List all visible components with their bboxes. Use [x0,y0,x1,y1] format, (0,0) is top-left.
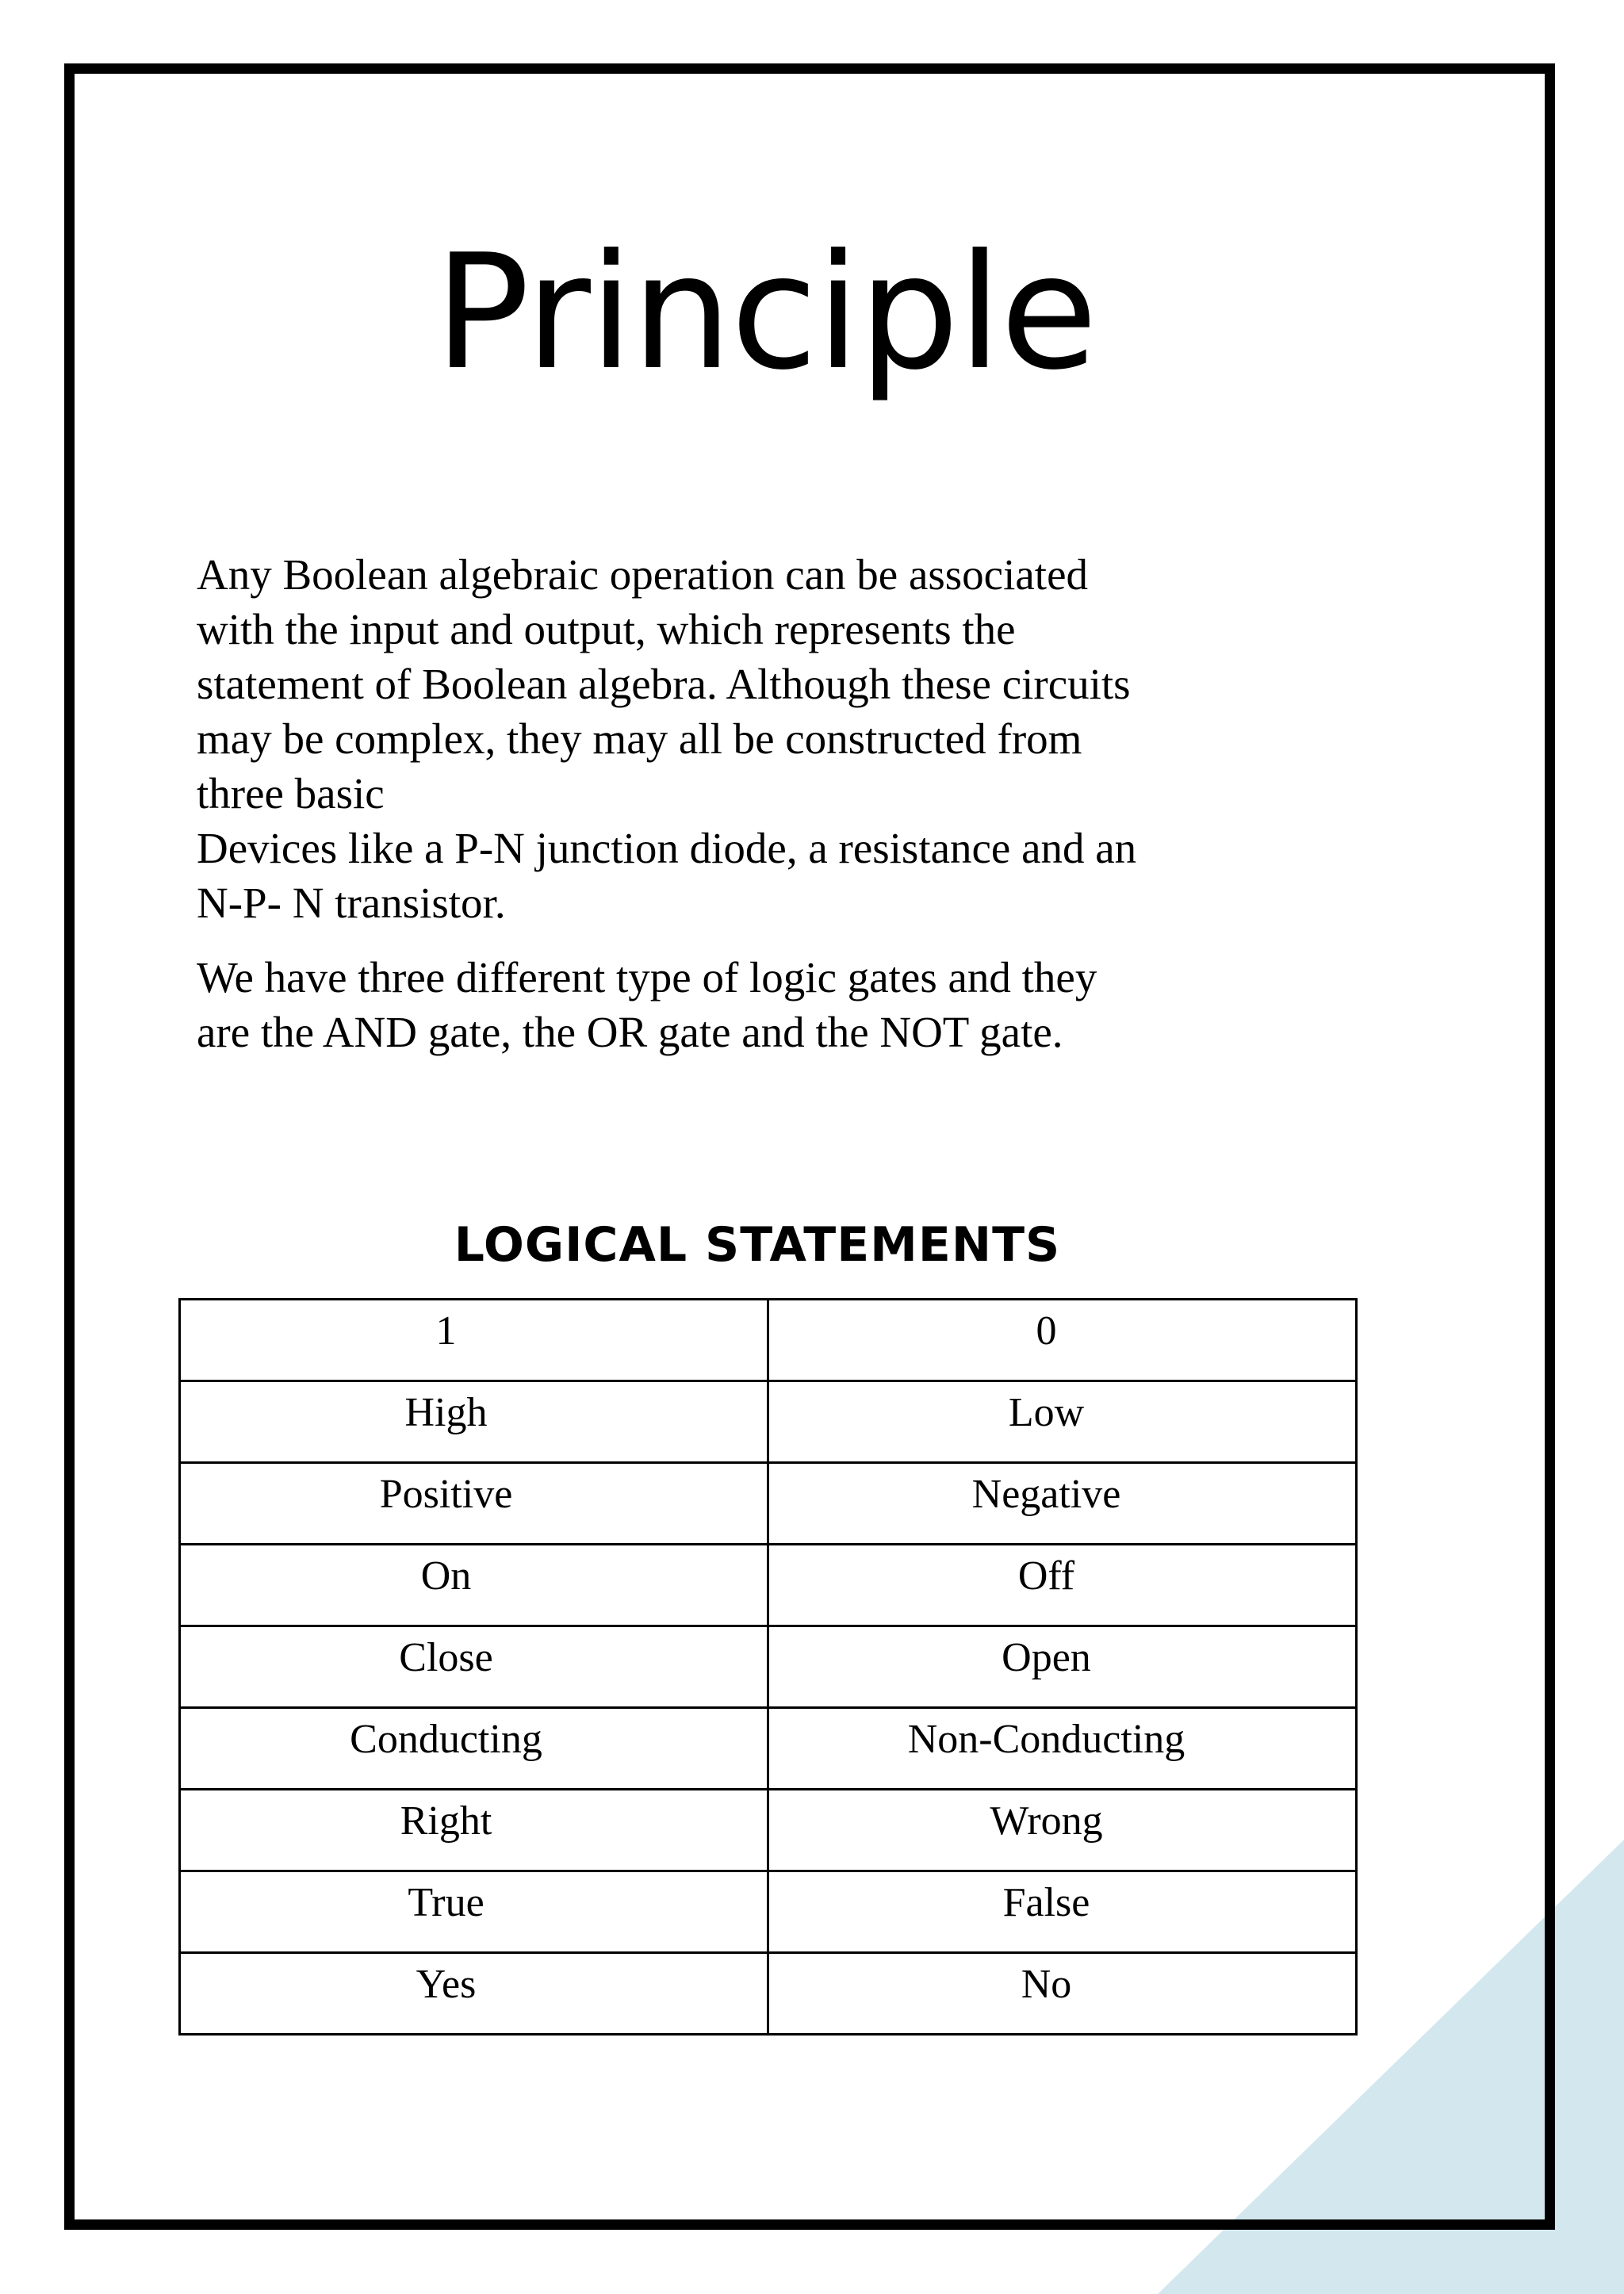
intro-line: N-P- N transistor. [197,879,506,927]
table-row [180,1626,1357,1708]
table-row [180,1300,1357,1381]
table-cell-zero: Low [768,1381,1357,1463]
table-cell-one: 1 [180,1300,768,1381]
table-cell-one: Right [180,1790,768,1871]
table-row [180,1463,1357,1545]
table-cell-one: High [180,1381,768,1463]
table-row [180,1381,1357,1463]
table-cell-zero: Open [768,1626,1357,1708]
table-cell-one: Conducting [180,1708,768,1790]
table-cell-one: Positive [180,1463,768,1545]
table-cell-zero: Wrong [768,1790,1357,1871]
intro-paragraph-2 [197,950,1386,1059]
intro-paragraph-1 [197,547,1386,930]
table-cell-zero: False [768,1871,1357,1953]
intro-line: three basic [197,769,385,818]
table-row [180,1953,1357,2035]
table-cell-zero: 0 [768,1300,1357,1381]
intro-line: with the input and output, which represents the [197,605,1016,653]
table-row [180,1790,1357,1871]
logical-statements-table [178,1298,1358,2035]
intro-line: may be complex, they may all be constructed from [197,714,1082,763]
table-row [180,1871,1357,1953]
table-cell-zero: Negative [768,1463,1357,1545]
table-cell-zero: No [768,1953,1357,2035]
table-cell-one: Yes [180,1953,768,2035]
section-heading-logical-statements: LOGICAL STATEMENTS [454,1217,1061,1273]
table-cell-one: On [180,1545,768,1626]
table-cell-zero: Non-Conducting [768,1708,1357,1790]
intro-text [197,547,1386,1059]
table-row [180,1545,1357,1626]
page-title: Principle [434,220,1097,405]
intro-line: statement of Boolean algebra. Although these circuits [197,660,1131,708]
intro-line: are the AND gate, the OR gate and the NOT gate. [197,1008,1063,1056]
intro-line: We have three different type of logic gates and they [197,953,1097,1001]
intro-line: Devices like a P-N junction diode, a resistance and an [197,824,1137,872]
intro-line: Any Boolean algebraic operation can be associated [197,550,1088,599]
table-cell-zero: Off [768,1545,1357,1626]
table-row [180,1708,1357,1790]
table-cell-one: Close [180,1626,768,1708]
table-cell-one: True [180,1871,768,1953]
